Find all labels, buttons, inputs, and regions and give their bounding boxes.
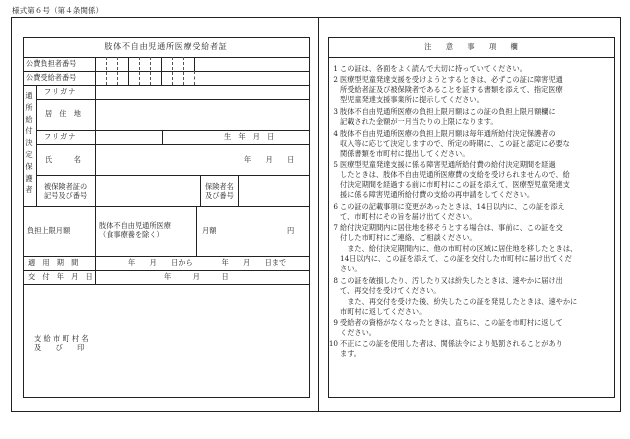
burden-limit-desc: 肢体不自由児通所医療 （食事療養を除く） — [99, 221, 171, 239]
issuing-municipality-label: 支 給 市 町 村 名 及 び 印 — [34, 334, 89, 352]
note-number: 9 — [333, 317, 338, 327]
note-line: 付した市町村にご連絡、ご相談ください。 — [340, 233, 477, 243]
application-period-value: 年 月 日から 年 月 日まで — [128, 258, 287, 267]
note-line: て、市町村にその旨を届け出てください。 — [340, 211, 477, 221]
note-item — [333, 128, 612, 160]
note-item — [333, 275, 612, 297]
note-line: 記載された金額が一月当たりの上限になります。 — [340, 116, 498, 126]
dob-label: 生 年 月 日 — [224, 132, 275, 141]
issue-date-label: 交 付 年 月 日 — [28, 272, 93, 281]
note-line: ます。 — [340, 349, 361, 359]
note-line: 所受給者証及び被保険者であることを証する書類を添えて、指定医療 — [340, 84, 563, 94]
note-item — [333, 201, 612, 223]
note-line: 給付決定期間内に居住地を移そうとする場合は、事前に、この証を交 — [340, 223, 563, 232]
certificate-title: 肢体不自由児通所医療受給者証 — [104, 42, 228, 51]
note-item — [328, 339, 612, 360]
note-line: 市町村に返してください。 — [340, 306, 427, 316]
note-line: ください。 — [340, 327, 376, 337]
note-number: 5 — [333, 159, 338, 169]
note-line: 14日以内に、この証を添えて、この証を交付した市町村に届け出てくだ — [340, 253, 572, 263]
note-line: 型児童発達支援事業所に提示してください。 — [340, 95, 484, 105]
note-line: 医療型児童発達支援を受けようとするときは、必ずこの証に障害児通 — [340, 74, 563, 84]
public-payer-number-label: 公費負担者番号 — [26, 59, 77, 68]
note-line: 肢体不自由児通所医療の負担上限月額は毎年通所給付決定保護者の — [340, 128, 556, 138]
note-item — [333, 223, 612, 244]
note-line: この証の記載事項に変更があったときは、14日以内に、この証を添え — [340, 201, 565, 211]
furigana-label: フリガナ — [44, 87, 77, 96]
insured-cert-label: 被保険者証の 記号及び番号 — [44, 182, 88, 200]
note-item — [340, 244, 612, 275]
dob-value: 年 月 日 — [244, 155, 295, 164]
note-number: 3 — [333, 106, 338, 116]
burden-limit-label: 負担上限月額 — [27, 226, 71, 235]
note-line: て、再交付を受けてください。 — [340, 285, 441, 295]
insurer-label: 保険者名 及び番号 — [205, 182, 234, 200]
note-item — [333, 106, 612, 128]
note-line: さい。 — [340, 264, 362, 274]
note-number: 8 — [333, 275, 338, 285]
center-divider — [318, 17, 319, 411]
note-number: 6 — [333, 201, 338, 211]
note-line: また、給付決定期間内に、他の市町村の区域に居住地を移したときは、 — [340, 243, 578, 253]
note-line: 関係書類を市町村に提出してください。 — [340, 149, 470, 159]
note-number: 4 — [333, 128, 338, 138]
note-number: 2 — [333, 74, 338, 84]
note-line: 援に係る障害児通所給付費の支給の再申請をしてください。 — [340, 190, 535, 200]
application-period-label: 適 用 期 間 — [28, 258, 79, 267]
note-line: また、再交付を受けた後、紛失したこの証を発見したときは、速やかに — [340, 296, 578, 306]
note-number: 1 — [333, 64, 338, 73]
note-number: 10 — [328, 339, 338, 348]
note-item — [340, 297, 612, 318]
note-line: したときは、肢体不自由児通所医療費の支給を受けられませんので、給 — [340, 169, 570, 179]
note-item — [333, 159, 612, 201]
guardian-group-label: 通 所 給 付 決 定 保 護 者 — [25, 91, 33, 195]
note-line: 肢体不自由児通所医療の負担上限月額はこの証の負担上限月額欄に — [340, 106, 556, 116]
form-number-label: 様式第６号（第４条関係） — [12, 6, 104, 15]
furigana-label-2: フリガナ — [44, 132, 77, 141]
note-line: この証は、各面をよく読んで大切に持っていてください。 — [340, 64, 527, 73]
note-line: 受給者の資格がなくなったときは、直ちに、この証を市町村に返して — [340, 317, 563, 327]
note-line: 付決定期間を経過する前に市町村にこの証を添えて、医療型児童発達支 — [340, 180, 570, 190]
address-label: 居 住 地 — [45, 109, 81, 118]
note-line: 不正にこの証を使用した者は、関係法令により処罰されることがあり — [340, 339, 563, 348]
note-number: 7 — [333, 223, 338, 232]
monthly-label: 月額 — [202, 226, 217, 235]
note-line: 収入等に応じて決定しますので、所定の時期に、この証と認定に必要な — [340, 138, 570, 148]
note-line: 医療型児童発達支援に係る障害児通所給付費の給付決定期間を経過 — [340, 159, 556, 169]
note-item — [333, 74, 612, 106]
note-item — [333, 317, 612, 339]
note-line: この証を破損したり、汚したり又は紛失したときは、速やかに届け出 — [340, 275, 563, 285]
public-recipient-number-label: 公費受給者番号 — [26, 73, 77, 82]
notes-title: 注 意 事 項 欄 — [424, 42, 518, 51]
yen-label: 円 — [287, 226, 295, 235]
note-item — [333, 64, 612, 74]
name-label: 氏 名 — [45, 155, 81, 164]
issue-date-value: 年 月 日 — [164, 272, 229, 281]
